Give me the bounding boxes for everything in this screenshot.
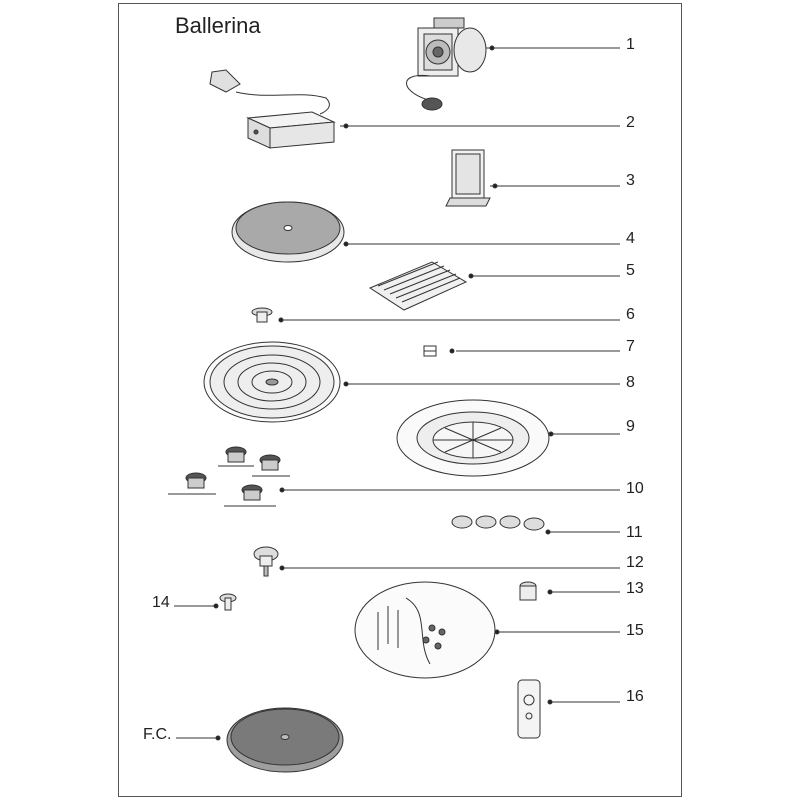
part-10-lamp-holders	[168, 447, 620, 506]
label-part-5: 5	[626, 262, 635, 279]
label-part-14: 14	[152, 594, 170, 611]
part-16-remote-control	[518, 680, 620, 738]
label-part-fc: F.C.	[143, 726, 172, 743]
label-part-8: 8	[626, 374, 635, 391]
label-part-1: 1	[626, 36, 635, 53]
part-8-perforated-grille	[204, 342, 620, 422]
part-13-button	[520, 582, 620, 600]
label-part-16: 16	[626, 688, 644, 705]
label-part-9: 9	[626, 418, 635, 435]
part-5-grease-filter	[370, 262, 620, 310]
label-part-13: 13	[626, 580, 644, 597]
label-part-12: 12	[626, 554, 644, 571]
part-9-ring-base	[397, 400, 620, 476]
label-part-2: 2	[626, 114, 635, 131]
part-3-bracket	[446, 150, 620, 206]
part-14-screw	[174, 594, 236, 610]
label-part-3: 3	[626, 172, 635, 189]
part-fc-cover-disc	[176, 708, 343, 772]
label-part-4: 4	[626, 230, 635, 247]
label-part-15: 15	[626, 622, 644, 639]
part-2-control-box	[210, 70, 620, 148]
part-12-knob	[254, 547, 620, 576]
label-part-11: 11	[626, 524, 643, 541]
part-4-filter-disc	[232, 202, 620, 262]
label-part-6: 6	[626, 306, 635, 323]
diagram-title: Ballerina	[175, 13, 261, 38]
part-11-rings	[452, 516, 620, 534]
part-15-accessory-kit	[355, 582, 620, 678]
part-7-clip	[424, 346, 620, 356]
part-1-motor-blower	[406, 18, 620, 110]
label-part-10: 10	[626, 480, 644, 497]
label-part-7: 7	[626, 338, 635, 355]
part-6-cap	[252, 308, 620, 322]
